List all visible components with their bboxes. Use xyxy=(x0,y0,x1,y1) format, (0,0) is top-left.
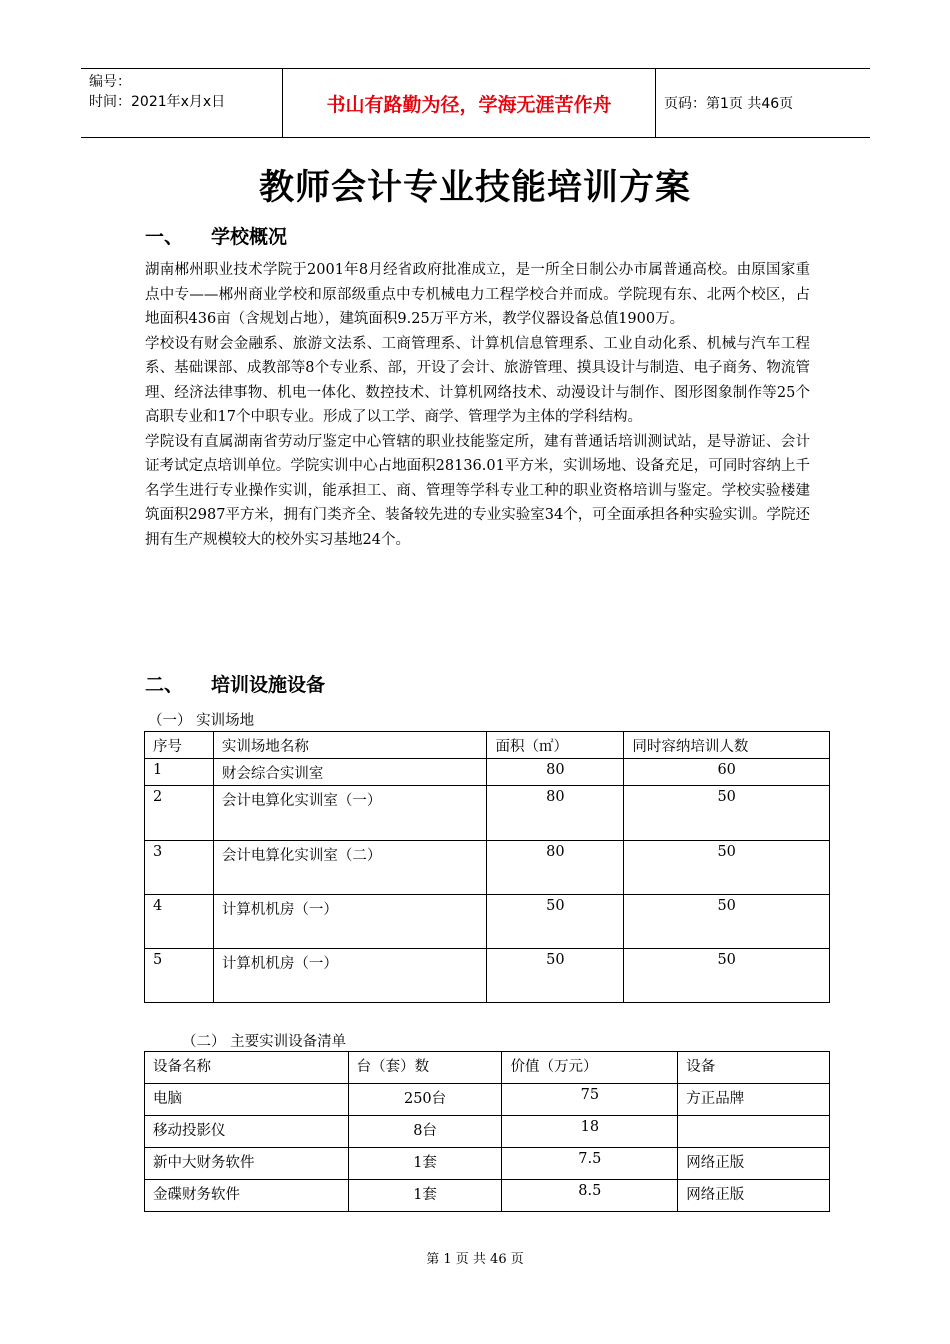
table-cell: 8台 xyxy=(348,1116,502,1148)
paragraph: 学校设有财会金融系、旅游文法系、工商管理系、计算机信息管理系、工业自动化系、机械与汽车工程系、基础课部、成教部等8个专业系、部，开设了会计、旅游管理、摸具设计与制造、电子商务、物流管理、经济法律事物、机电一体化、数控技术、计算机网络技术、动漫设计与制作、图形图象制作等25个高职专业和17个中职专业。形成了以工学、商学、管理学为主体的学科结构。 xyxy=(145,335,810,425)
table-cell: 移动投影仪 xyxy=(145,1116,349,1148)
table-header-cell: 台（套）数 xyxy=(348,1052,502,1084)
table-cell: 5 xyxy=(145,949,214,1003)
table-cell: 1套 xyxy=(348,1148,502,1180)
section-1-body xyxy=(145,258,810,552)
table-cell: 50 xyxy=(624,949,830,1003)
table-row xyxy=(145,841,830,895)
table-cell: 18 xyxy=(502,1116,678,1148)
table-cell: 8.5 xyxy=(502,1180,678,1212)
table-cell: 金碟财务软件 xyxy=(145,1180,349,1212)
page-header xyxy=(81,68,870,138)
table-cell: 1套 xyxy=(348,1180,502,1212)
table-cell xyxy=(678,1116,830,1148)
table-cell: 电脑 xyxy=(145,1084,349,1116)
header-motto: 书山有路勤为径，学海无涯苦作舟 xyxy=(282,69,656,137)
header-meta xyxy=(81,69,281,137)
table-row xyxy=(145,949,830,1003)
table-cell: 80 xyxy=(487,759,624,786)
table-cell: 75 xyxy=(502,1084,678,1116)
table-1-caption: （一） 实训场地 xyxy=(148,713,255,729)
table-cell: 网络正版 xyxy=(678,1148,830,1180)
table-cell: 50 xyxy=(624,895,830,949)
page-footer: 第 1 页 共 46 页 xyxy=(426,1252,524,1267)
table-cell: 3 xyxy=(145,841,214,895)
section-1-heading xyxy=(145,222,287,249)
table-header-cell: 设备名称 xyxy=(145,1052,349,1084)
section-2-title: 培训设施设备 xyxy=(211,674,326,696)
table-cell: 1 xyxy=(145,759,214,786)
document-title: 教师会计专业技能培训方案 xyxy=(258,168,691,208)
table-cell: 计算机机房（一） xyxy=(213,895,487,949)
table-header-cell: 实训场地名称 xyxy=(213,732,487,759)
paragraph: 学院设有直属湖南省劳动厅鉴定中心管辖的职业技能鉴定所，建有普通话培训测试站，是导游证、会计证考试定点培训单位。学院实训中心占地面积28136.01平方米，实训场地、设备充足，可同时容纳上千名学生进行专业操作实训，能承担工、商、管理等学科专业工种的职业资格培训与鉴定。学校实验楼建筑面积2987平方米，拥有门类齐全、装备较先进的专业实验室34个，可全面承担各种实验实训。学院还拥有生产规模较大的校外实习基地24个。 xyxy=(145,433,810,548)
table-cell: 新中大财务软件 xyxy=(145,1148,349,1180)
table-row xyxy=(145,895,830,949)
table-header-cell: 价值（万元） xyxy=(502,1052,678,1084)
table-cell: 会计电算化实训室（一） xyxy=(213,786,487,841)
table-cell: 7.5 xyxy=(502,1148,678,1180)
table-cell: 网络正版 xyxy=(678,1180,830,1212)
section-1-number: 一、 xyxy=(145,226,184,248)
table-cell: 50 xyxy=(487,949,624,1003)
table-2-caption: （二） 主要实训设备清单 xyxy=(182,1034,347,1050)
table-row xyxy=(145,1084,830,1116)
table-cell: 50 xyxy=(487,895,624,949)
table-header-row xyxy=(145,732,830,759)
table-cell: 50 xyxy=(624,786,830,841)
table-cell: 财会综合实训室 xyxy=(213,759,487,786)
paragraph: 湖南郴州职业技术学院于2001年8月经省政府批准成立，是一所全日制公办市属普通高校。由原国家重点中专——郴州商业学校和原部级重点中专机械电力工程学校合并而成。学院现有东、北两个校区，占地面积436亩（含规划占地），建筑面积9.25万平方米，教学仪器设备总值1900万。 xyxy=(145,262,810,327)
table-cell: 80 xyxy=(487,786,624,841)
table-cell: 方正品牌 xyxy=(678,1084,830,1116)
table-cell: 计算机机房（一） xyxy=(213,949,487,1003)
table-cell: 2 xyxy=(145,786,214,841)
section-2-number: 二、 xyxy=(145,674,184,696)
equipment-table xyxy=(144,1051,830,1212)
table-header-cell: 面积（㎡） xyxy=(487,732,624,759)
table-row xyxy=(145,1116,830,1148)
table-header-cell: 设备 xyxy=(678,1052,830,1084)
table-row xyxy=(145,1148,830,1180)
table-cell: 4 xyxy=(145,895,214,949)
table-header-row xyxy=(145,1052,830,1084)
table-header-cell: 序号 xyxy=(145,732,214,759)
table-cell: 250台 xyxy=(348,1084,502,1116)
training-venue-table xyxy=(144,731,830,1003)
table-cell: 50 xyxy=(624,841,830,895)
table-cell: 会计电算化实训室（二） xyxy=(213,841,487,895)
section-1-title: 学校概况 xyxy=(211,226,288,248)
header-time: 时间：2021年x月x日 xyxy=(89,94,226,110)
table-cell: 60 xyxy=(624,759,830,786)
table-row xyxy=(145,786,830,841)
table-row xyxy=(145,759,830,786)
section-2-heading xyxy=(145,670,325,697)
header-page-info: 页码：第1页 共46页 xyxy=(664,96,794,112)
table-header-cell: 同时容纳培训人数 xyxy=(624,732,830,759)
table-cell: 80 xyxy=(487,841,624,895)
header-number: 编号： xyxy=(89,74,131,90)
table-row xyxy=(145,1180,830,1212)
